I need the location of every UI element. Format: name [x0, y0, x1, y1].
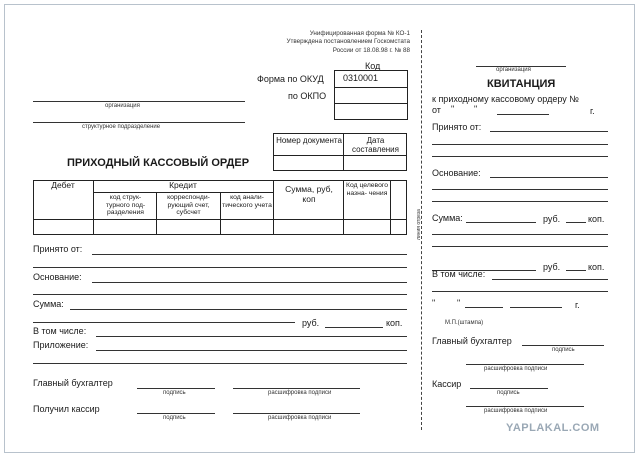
chief-accountant-decode-line[interactable]	[233, 388, 360, 389]
receipt-chief-accountant-label: Главный бухгалтер	[432, 336, 512, 346]
subdivision-caption: структурное подразделение	[82, 124, 161, 130]
receipt-quote-open-2: "	[432, 298, 436, 308]
analytic-code-header: код анали- тического учета	[222, 194, 272, 209]
okud-label: Форма по ОКУД	[257, 74, 324, 84]
receipt-rub-label-2: руб.	[543, 262, 561, 272]
chief-decode-caption: расшифровка подписи	[268, 390, 332, 396]
cashier-decode-line[interactable]	[233, 413, 360, 414]
receipt-including-line[interactable]	[492, 279, 608, 280]
receipt-received-from-line[interactable]	[490, 131, 608, 132]
credit-header: Кредит	[169, 180, 197, 190]
corr-account-header: корреспонди- рующий счет, субсчет	[167, 194, 210, 217]
basis-line[interactable]	[92, 282, 407, 283]
header-line-1: Унифицированная форма № КО-1	[309, 30, 410, 37]
receipt-stamp: М.П.(штампа)	[445, 320, 484, 326]
receipt-year-2: г.	[575, 300, 580, 310]
receipt-quote-open: "	[451, 104, 455, 114]
header-line-3: России от 18.08.98 г. № 88	[332, 46, 410, 54]
receipt-chief-signature-line[interactable]	[522, 345, 604, 346]
receipt-chief-signature-caption: подпись	[552, 347, 575, 353]
including-label: В том числе:	[33, 326, 87, 336]
receipt-cashier-decode-caption: расшифровка подписи	[484, 408, 548, 414]
receipt-year: г.	[590, 106, 595, 116]
receipt-kop-label-2: коп.	[588, 262, 605, 272]
receipt-rub-label: руб.	[543, 214, 561, 224]
receipt-quote-close: "	[474, 104, 478, 114]
chief-accountant-label: Главный бухгалтер	[33, 378, 113, 388]
order-title: ПРИХОДНЫЙ КАССОВЫЙ ОРДЕР	[67, 157, 250, 169]
receipt-cashier-signature-line[interactable]	[470, 388, 548, 389]
okpo-label: по ОКПО	[288, 91, 327, 101]
received-from-label: Принято от:	[33, 244, 83, 254]
organization-caption: организация	[105, 103, 140, 109]
sum-header: Сумма, руб, коп	[285, 184, 333, 204]
debit-header: Дебет	[51, 180, 75, 190]
sum-line[interactable]	[70, 309, 407, 310]
attachment-label: Приложение:	[33, 340, 89, 350]
receipt-quote-close-2: "	[457, 298, 461, 308]
attachment-line[interactable]	[96, 350, 407, 351]
basis-label: Основание:	[33, 272, 82, 282]
form-header	[270, 30, 410, 55]
including-line[interactable]	[96, 336, 407, 337]
receipt-to-order: к приходному кассовому ордеру №	[432, 94, 579, 104]
cashier-signature-line[interactable]	[137, 413, 215, 414]
okud-value: 0310001	[343, 73, 379, 83]
cashier-signature-caption: подпись	[163, 415, 186, 421]
cashier-decode-caption: расшифровка подписи	[268, 415, 332, 421]
receipt-chief-decode-caption: расшифровка подписи	[484, 366, 548, 372]
receipt-kop-label: коп.	[588, 214, 605, 224]
receipt-cashier-label: Кассир	[432, 379, 462, 389]
target-code-header: Код целевого назна- чения	[346, 182, 388, 197]
receipt-cashier-signature-caption: подпись	[497, 390, 520, 396]
receipt-basis-label: Основание:	[432, 168, 481, 178]
chief-accountant-signature-line[interactable]	[137, 388, 215, 389]
watermark-logo: YAPLAKAL.COM	[506, 422, 600, 434]
receipt-organization-caption: организация	[496, 67, 531, 73]
cashier-received-label: Получил кассир	[33, 404, 100, 414]
header-line-2: Утверждена постановлением Госкомстата	[286, 38, 410, 46]
kod-label: Код	[365, 61, 381, 71]
receipt-date-line[interactable]	[497, 114, 549, 115]
cut-line-label: линия отреза	[416, 209, 422, 240]
receipt-sum-line[interactable]	[466, 222, 536, 223]
struct-code-header: код струк- турного под- разделения	[105, 194, 146, 217]
receipt-sum-label: Сумма:	[432, 213, 463, 223]
sum-label: Сумма:	[33, 299, 64, 309]
receipt-received-from-label: Принято от:	[432, 122, 482, 132]
receipt-basis-line[interactable]	[490, 177, 608, 178]
rub-label: руб.	[302, 318, 320, 328]
kop-label: коп.	[386, 318, 403, 328]
received-from-line[interactable]	[92, 254, 407, 255]
receipt-from-label: от	[432, 105, 441, 115]
chief-signature-caption: подпись	[163, 390, 186, 396]
receipt-including-label: В том числе:	[432, 269, 486, 279]
doc-number-header: Номер документа	[276, 136, 342, 145]
doc-date-header: Дата составления	[352, 136, 399, 154]
receipt-title: КВИТАНЦИЯ	[487, 78, 556, 90]
